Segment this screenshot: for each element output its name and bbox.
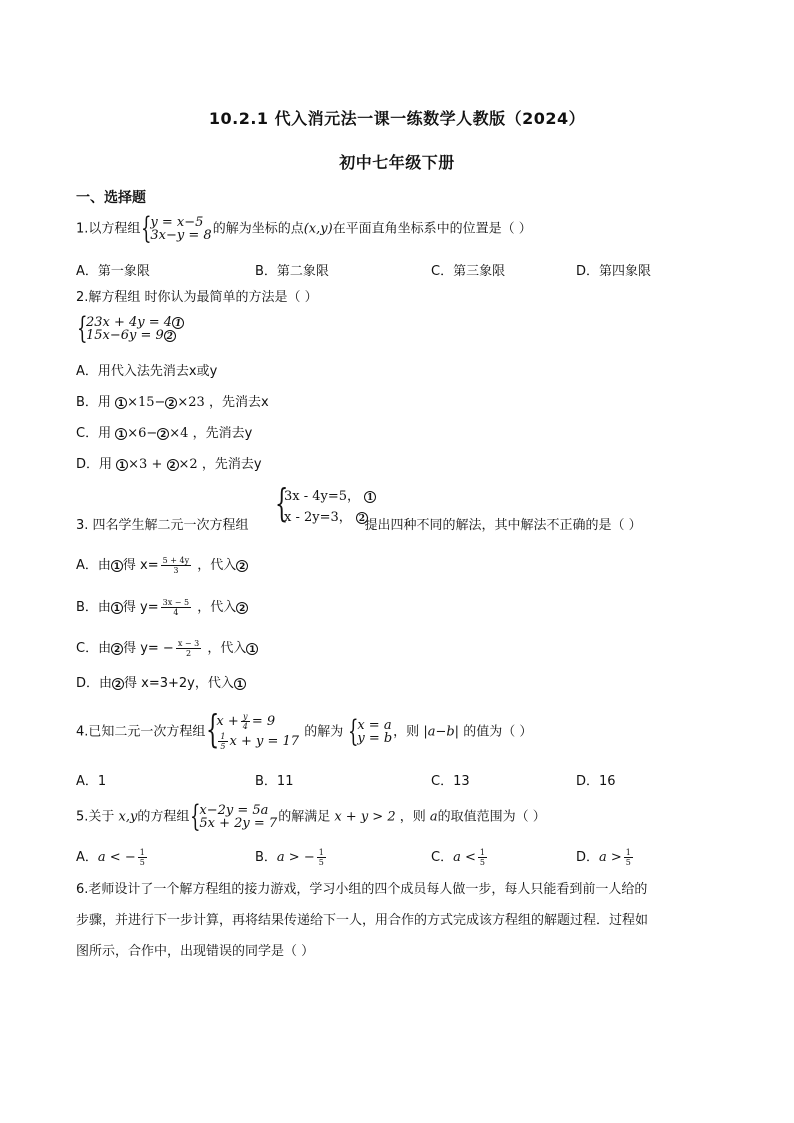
- q5-option-d: D．a > $\frac{1}{5}$: [576, 848, 631, 867]
- q3-option-a: A．由 1 得 x= $\frac{5 + 4y}{3}$ ，代入 2: [76, 556, 248, 575]
- q4-option-a: A．1: [76, 774, 107, 789]
- equation-system: { y = x−5 3x−y = 8: [141, 211, 212, 246]
- q2-option-b: B．用 1 ×15− 2 ×23 ，先消去x: [76, 395, 269, 410]
- question-5: 5.关于 x,y的方程组 { x−2y = 5a 5x + 2y = 7 的解满足 x + y > 2 ，则 a的取值范围为（ ）: [76, 799, 546, 834]
- section-heading: 一、选择题: [76, 190, 146, 206]
- question-3: 3. 四名学生解二元一次方程组 提出四种不同的解法，其中解法不正确的是（ ）: [76, 518, 642, 533]
- doc-subtitle: 初中七年级下册: [339, 153, 455, 172]
- q5-option-c: C．a < $\frac{1}{5}$: [431, 848, 485, 867]
- q4-option-d: D．16: [576, 774, 616, 789]
- q1-option-a: A．第一象限: [76, 264, 150, 279]
- q4-option-b: B．11: [255, 774, 294, 789]
- q4-option-c: C．13: [431, 774, 470, 789]
- q2-option-c: C．用 1 ×6− 2 ×4 ，先消去y: [76, 426, 253, 441]
- question-6-line-2: 步骤，并进行下一步计算，再将结果传递给下一人，用合作的方式完成该方程组的解题过程．过程如: [76, 913, 649, 928]
- question-6-line-3: 图所示，合作中，出现错误的同学是（ ）: [76, 944, 315, 959]
- circle-number-1: 1: [172, 317, 184, 329]
- question-2: 2.解方程组 时你认为最简单的方法是（ ）: [76, 290, 318, 305]
- q5-option-a: A．a < − $\frac{1}{5}$: [76, 848, 145, 867]
- q2-option-d: D．用 1 ×3 + 2 ×2 ，先消去y: [76, 457, 262, 472]
- q3-equation-system: { 3x - 4y=5， 1 x - 2y=3， 2: [274, 486, 377, 528]
- q1-option-d: D．第四象限: [576, 264, 652, 279]
- doc-title: 10.2.1 代入消元法一课一练数学人教版（2024）: [208, 109, 586, 128]
- q2-option-a: A．用代入法先消去x或y: [76, 364, 218, 379]
- q1-option-b: B．第二象限: [255, 264, 329, 279]
- question-1: 1.以方程组 { y = x−5 3x−y = 8 的解为坐标的点(x,y)在平面直角坐标系中的位置是（ ）: [76, 211, 532, 246]
- q1-option-c: C．第三象限: [431, 264, 506, 279]
- circle-number-2: 2: [164, 330, 176, 342]
- q3-option-c: C．由 2 得 y= − $\frac{x - 3}{2}$ ，代入 1: [76, 639, 258, 658]
- question-6-line-1: 6.老师设计了一个解方程组的接力游戏，学习小组的四个成员每人做一步，每人只能看到前一人给的: [76, 882, 648, 897]
- q2-equation-system: { 23x + 4y = 4 1 15x−6y = 9 2: [76, 316, 185, 342]
- question-4: 4.已知二元一次方程组 { x + $\frac{y}{4}$ = 9 $\frac{1}{5}$ x + y = 17 的解为 { x = a y = b ，则 |a−b| 的值为（ ）: [76, 707, 533, 751]
- q5-option-b: B．a > − $\frac{1}{5}$: [255, 848, 324, 867]
- q3-option-b: B．由 1 得 y= $\frac{3x - 5}{4}$ ，代入 2: [76, 598, 248, 617]
- q3-option-d: D．由 2 得 x=3+2y，代入 1: [76, 676, 246, 692]
